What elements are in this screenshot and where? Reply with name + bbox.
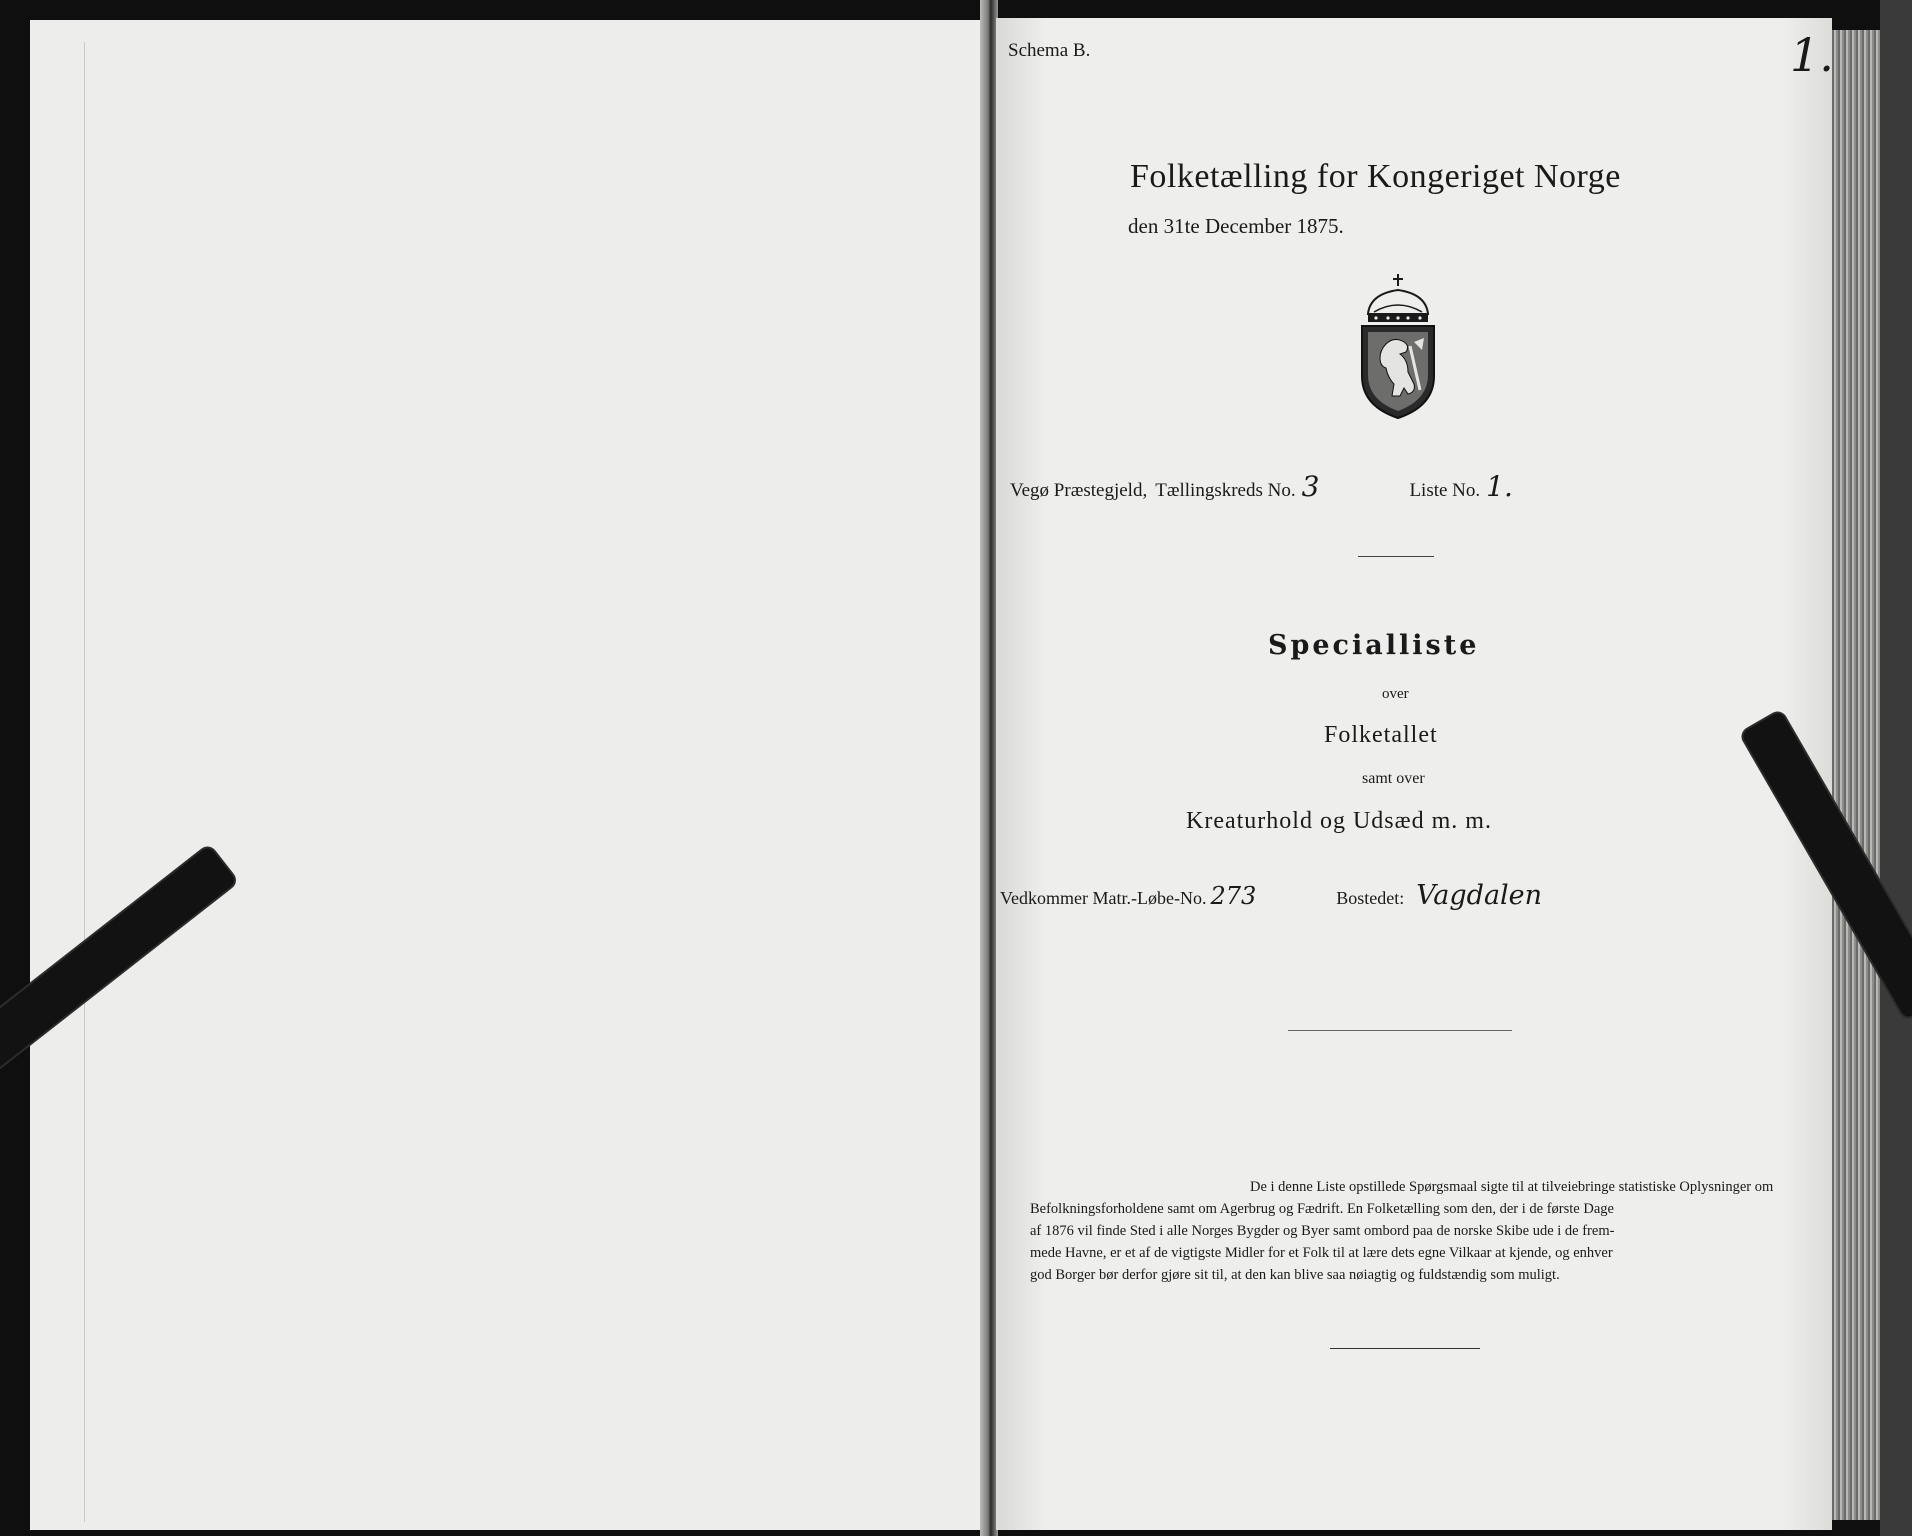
matr-number: 273 — [1210, 882, 1257, 910]
list-label: Liste No. — [1409, 480, 1481, 501]
page-edges — [1832, 30, 1880, 1520]
footnote-line: af 1876 vil finde Sted i alle Norges Bygder og Byer samt ombord paa de norske Skibe ude i de frem- — [1030, 1223, 1615, 1239]
list-number: 1. — [1486, 470, 1513, 503]
document-date: den 31te December 1875. — [1128, 214, 1344, 238]
divider-rule — [1330, 1348, 1480, 1349]
residence-name: Vagdalen — [1416, 880, 1543, 911]
parish-name: Vegø Præstegjeld, — [1010, 480, 1148, 501]
footnote-line: mede Havne, er et af de vigtigste Midler for et Folk til at lære dets egne Vilkaar at kjende, og enhver — [1030, 1245, 1613, 1261]
document-title: Folketælling for Kongeriget Norge — [1130, 158, 1621, 195]
footnote-line: god Borger bør derfor gjøre sit til, at den kan blive saa nøiagtig og fuldstændig som muligt. — [1030, 1267, 1560, 1283]
left-page-edge — [84, 42, 85, 1522]
schema-label: Schema B. — [1008, 40, 1091, 61]
heading-folketallet: Folketallet — [1324, 722, 1438, 748]
heading-kreaturhold: Kreaturhold og Udsæd m. m. — [1186, 808, 1492, 834]
divider-rule — [1358, 556, 1434, 557]
heading-specialliste: Specialliste — [1268, 630, 1480, 661]
footnote-line: De i denne Liste opstillede Spørgsmaal sigte til at tilveiebringe statistiske Oplysninger om — [1250, 1179, 1774, 1195]
matr-label: Vedkommer Matr.-Løbe-No. — [1000, 888, 1207, 908]
divider-rule — [1288, 1030, 1512, 1031]
scanner-edge — [1880, 0, 1912, 1536]
norwegian-coat-of-arms-icon — [1350, 272, 1446, 422]
footnote-line: Befolkningsforholdene samt om Agerbrug og Fædrift. En Folketælling som den, der i de første Dage — [1030, 1201, 1614, 1217]
left-blank-page — [30, 20, 986, 1530]
heading-over: over — [1382, 686, 1409, 702]
residence-label: Bostedet: — [1336, 888, 1405, 908]
district-label: Tællingskreds No. — [1155, 480, 1296, 501]
page-number: 1. — [1790, 28, 1834, 82]
district-number: 3 — [1301, 470, 1320, 503]
footnote-paragraph — [1030, 1176, 1774, 1286]
heading-samt-over: samt over — [1362, 770, 1425, 787]
property-line — [1000, 880, 1800, 911]
district-line — [1000, 470, 1800, 503]
